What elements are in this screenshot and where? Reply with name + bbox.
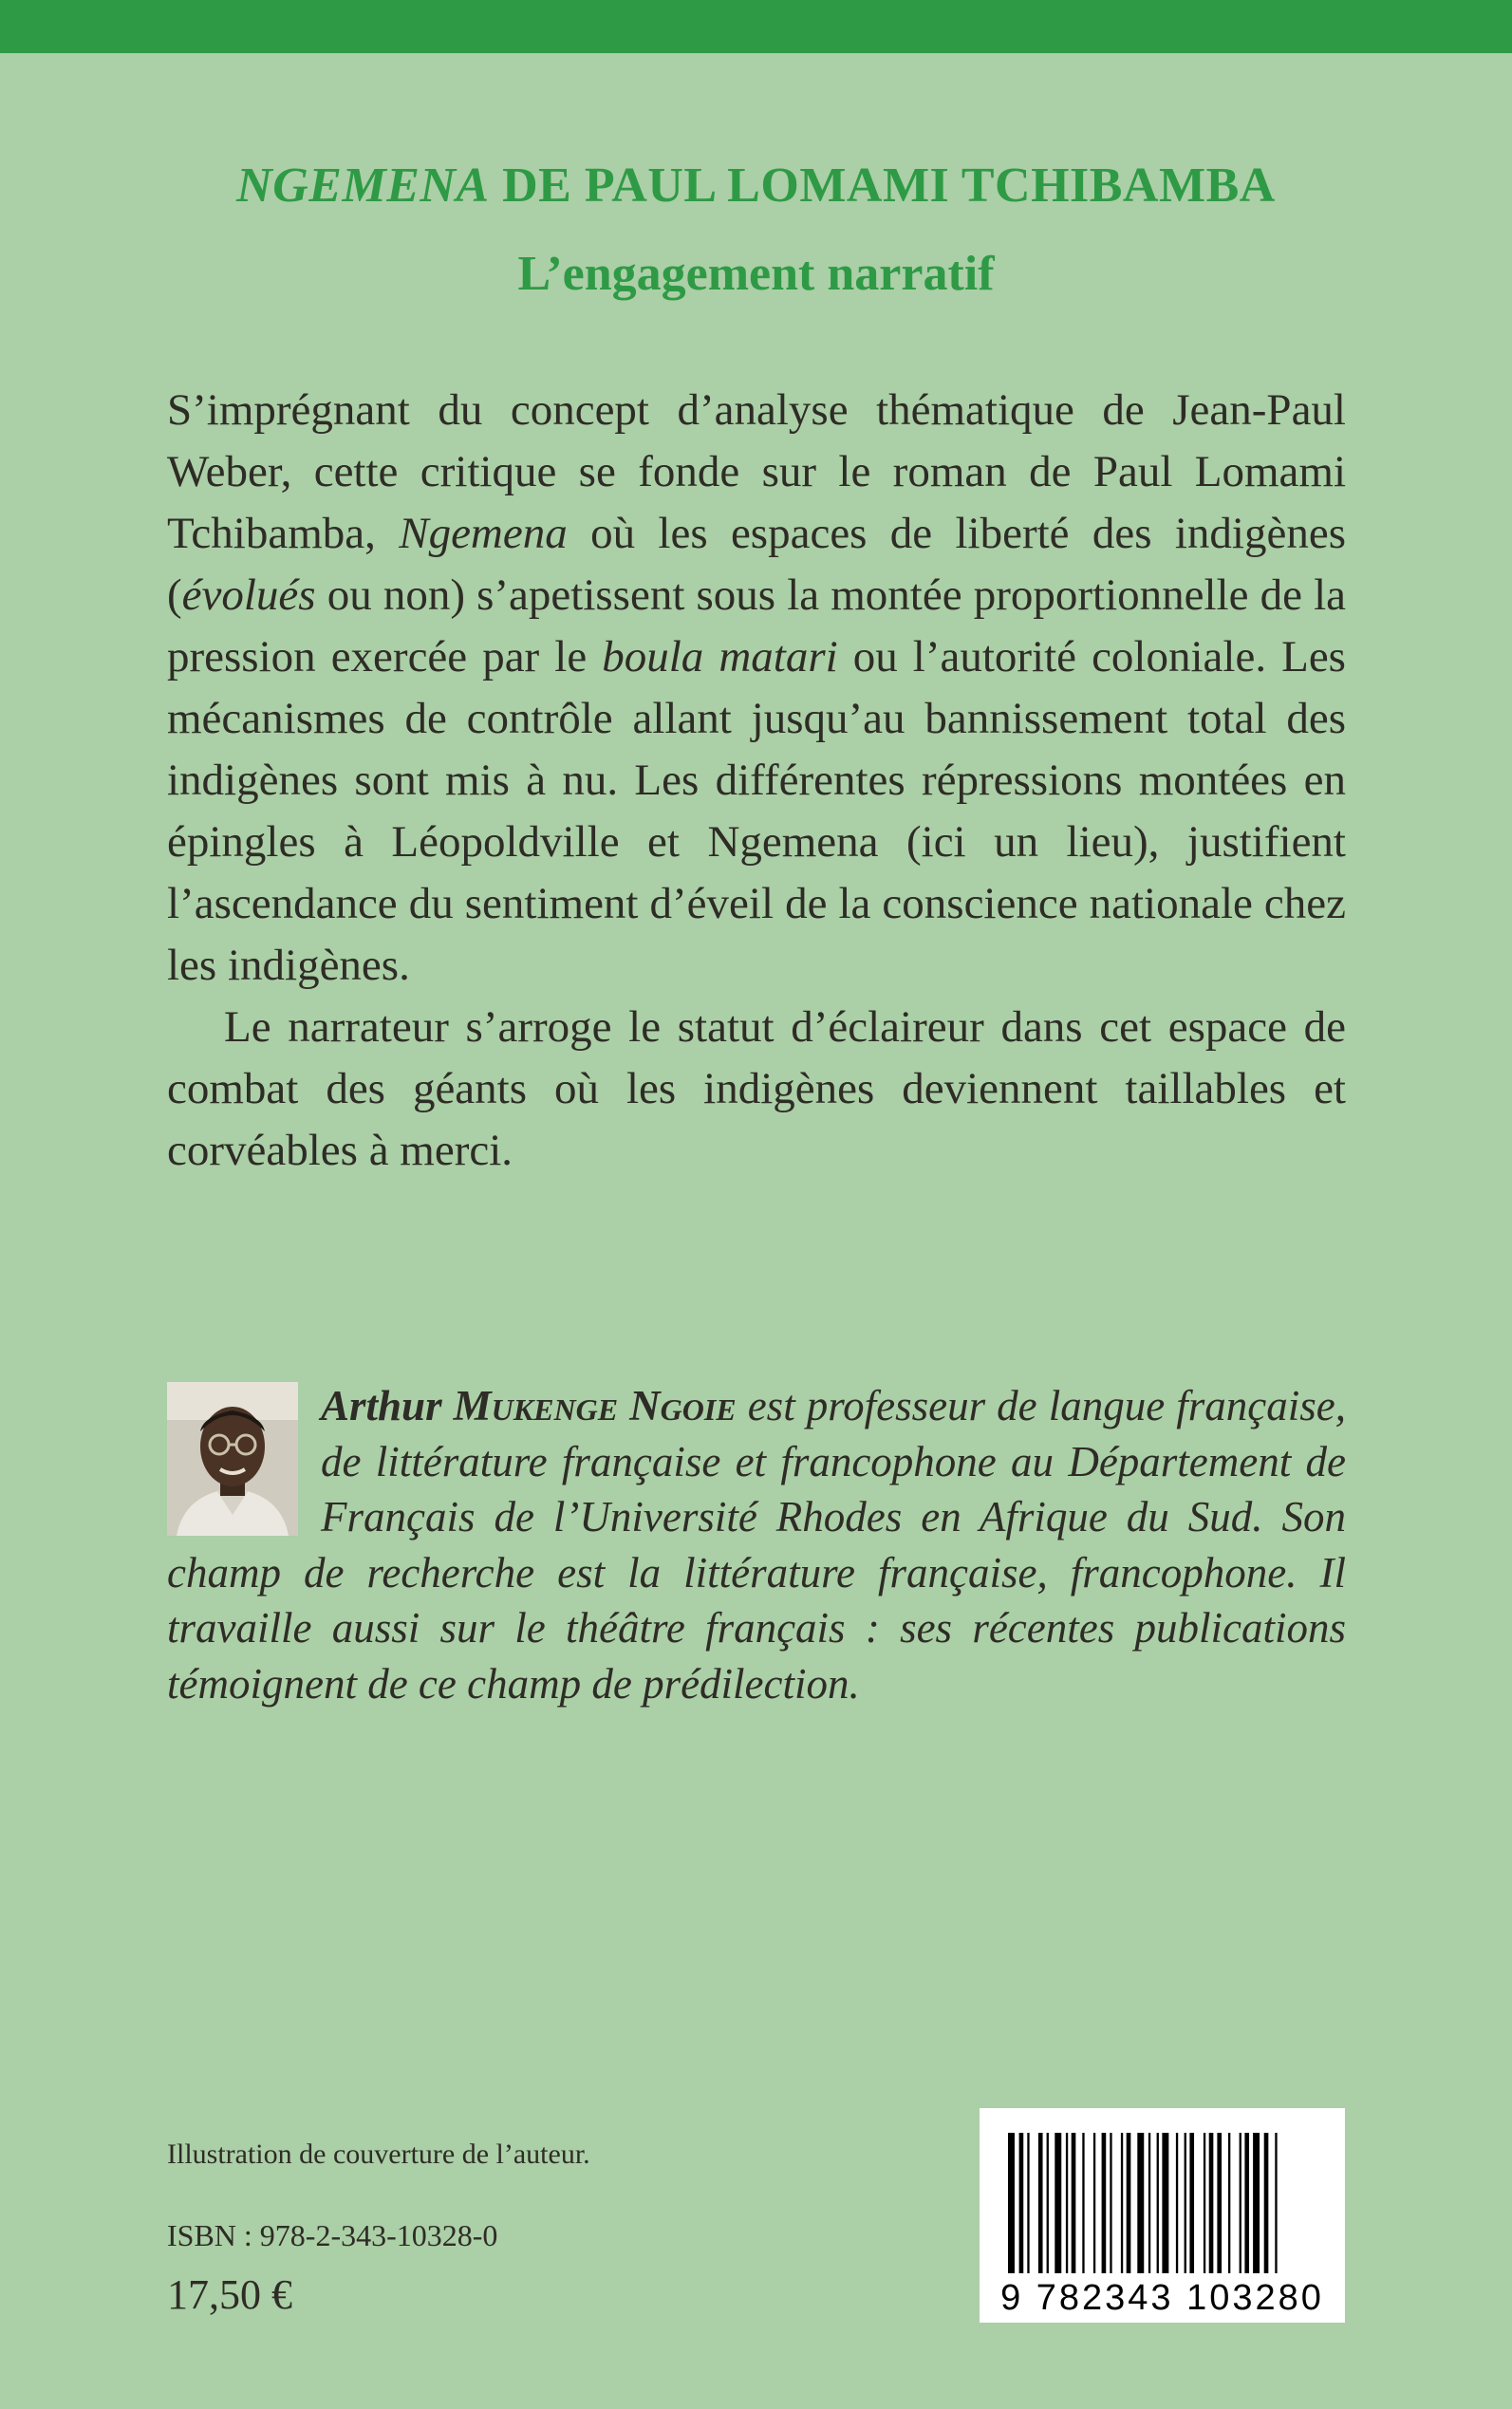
cover-illustration-credit: Illustration de couverture de l’auteur. [167,2138,590,2170]
barcode-bar [1228,2133,1230,2273]
barcode-bar [1019,2133,1024,2273]
top-color-band [0,0,1512,53]
author-bio [167,1378,1346,1711]
barcode-bar [1240,2133,1241,2273]
barcode-bar [1093,2133,1095,2273]
barcode-bar [1066,2133,1068,2273]
book-title-rest: DE PAUL LOMAMI TCHIBAMBA [489,159,1276,213]
synopsis-italic-evolues: évolués [181,570,316,620]
barcode-bar [1157,2133,1159,2273]
book-title-italic: NGEMENA [236,159,490,213]
author-portrait-image [167,1382,298,1536]
barcode-bar [1102,2133,1107,2273]
barcode-bar [1253,2133,1260,2273]
synopsis-text: ou l’autorité coloniale. Les mécanismes de contrôle allant jusqu’au bannissement total des indigènes sont mis à nu. Les différentes répressions montées en épingles à Léopoldville et Ngemena (ici un lieu), justifient l’ascendance du sentiment d’éveil de la conscience nationale chez les indigènes. [167,632,1346,990]
barcode-bar [1137,2133,1144,2273]
synopsis-text: où les espaces de liberté des indigènes ( [167,509,1346,620]
barcode-bar [1264,2133,1269,2273]
author-last-name: Mukenge Ngoie [453,1382,737,1429]
barcode [980,2108,1345,2323]
barcode-bar [1244,2133,1249,2273]
synopsis-paragraph-2: Le narrateur s’arroge le statut d’éclaireur dans cet espace de combat des géants où les indigènes deviennent taillables et corvéables à merci. [167,1002,1346,1175]
book-subtitle: L’engagement narratif [517,247,995,301]
barcode-bar [1275,2133,1277,2273]
barcode-bar [1162,2133,1168,2273]
synopsis-text: ou non) s’apetissent sous la montée proportionnelle de la pression exercée par le [167,570,1346,682]
synopsis-text: S’imprégnant du concept d’analyse thématique de Jean-Paul Weber, cette critique se fonde sur le roman de Paul Lomami Tchibamba, [167,385,1346,558]
barcode-bar [1038,2133,1043,2273]
barcode-bar [1185,2133,1186,2273]
barcode-bar [1204,2133,1205,2273]
barcode-bar [1027,2133,1029,2273]
synopsis-italic-ngemena: Ngemena [399,509,568,558]
barcode-bar [1072,2133,1076,2273]
barcode-bar [1082,2133,1084,2273]
barcode-bar [1047,2133,1049,2273]
barcode-bar [1008,2133,1015,2273]
barcode-digits: 9 782343 103280 [1000,2278,1324,2318]
price: 17,50 € [167,2271,292,2318]
barcode-bar [1176,2133,1178,2273]
title-block [0,152,1512,308]
barcode-bar [1189,2133,1194,2273]
barcode-bar [1209,2133,1214,2273]
barcode-bar [1217,2133,1222,2273]
author-first-name: Arthur [321,1382,454,1429]
synopsis [167,380,1346,1182]
book-title [0,152,1512,220]
author-bio-body: est professeur de langue française, de littérature française et francophone au Département de Français de l’Université Rhodes en Afrique du Sud. Son champ de recherche est la littérature française, francophone. Il travaille aussi sur le théâtre français : ses récentes publications témoignent de ce champ de prédilection. [167,1382,1346,1708]
barcode-bar [1148,2133,1150,2273]
barcode-bar [1127,2133,1131,2273]
author-photo [167,1382,298,1536]
synopsis-paragraph-1 [167,380,1346,997]
synopsis-italic-boula-matari: boula matari [602,632,838,682]
barcode-bar [1055,2133,1061,2273]
author-bio-text [167,1378,1346,1711]
barcode-bar [1110,2133,1111,2273]
isbn: ISBN : 978-2-343-10328-0 [167,2218,498,2252]
barcode-bar [1121,2133,1123,2273]
